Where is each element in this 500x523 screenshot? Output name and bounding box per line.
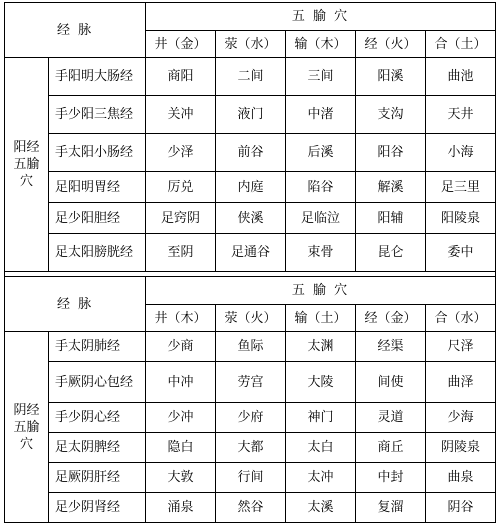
point-cell: 中冲 (146, 362, 216, 403)
yang-section (5, 3, 496, 272)
point-cell: 经渠 (356, 332, 426, 362)
point-cell: 关冲 (146, 96, 216, 134)
point-cell: 复溜 (356, 493, 426, 523)
yin-meridian-header: 经 脉 (5, 277, 146, 332)
yin-element-shu: 输（土） (286, 305, 356, 332)
point-cell: 足通谷 (216, 234, 286, 272)
point-cell: 大敦 (146, 463, 216, 493)
point-cell: 少府 (216, 403, 286, 433)
point-cell: 后溪 (286, 134, 356, 172)
point-cell: 然谷 (216, 493, 286, 523)
point-cell: 束骨 (286, 234, 356, 272)
point-cell: 前谷 (216, 134, 286, 172)
meridian-name: 手阳明大肠经 (49, 58, 146, 96)
point-cell: 液门 (216, 96, 286, 134)
five-shu-points-table (4, 2, 496, 523)
point-cell: 尺泽 (426, 332, 496, 362)
yang-element-shu: 输（木） (286, 31, 356, 58)
point-cell: 足三里 (426, 172, 496, 203)
point-cell: 阳溪 (356, 58, 426, 96)
point-cell: 天井 (426, 96, 496, 134)
yin-points-header: 五 腧 穴 (146, 277, 496, 305)
point-cell: 中封 (356, 463, 426, 493)
point-cell: 昆仑 (356, 234, 426, 272)
yin-element-he: 合（水） (426, 305, 496, 332)
yang-element-jing: 井（金） (146, 31, 216, 58)
meridian-name: 足太阳膀胱经 (49, 234, 146, 272)
point-cell: 劳宫 (216, 362, 286, 403)
point-cell: 二间 (216, 58, 286, 96)
point-cell: 阳谷 (356, 134, 426, 172)
meridian-name: 手少阳三焦经 (49, 96, 146, 134)
meridian-name: 手少阴心经 (49, 403, 146, 433)
point-cell: 鱼际 (216, 332, 286, 362)
yin-element-jing: 井（木） (146, 305, 216, 332)
point-cell: 灵道 (356, 403, 426, 433)
point-cell: 少海 (426, 403, 496, 433)
meridian-name: 手太阴肺经 (49, 332, 146, 362)
point-cell: 内庭 (216, 172, 286, 203)
point-cell: 足临泣 (286, 203, 356, 234)
point-cell: 三间 (286, 58, 356, 96)
point-cell: 太渊 (286, 332, 356, 362)
point-cell: 间使 (356, 362, 426, 403)
yang-element-jing2: 经（火） (356, 31, 426, 58)
point-cell: 少泽 (146, 134, 216, 172)
point-cell: 阳陵泉 (426, 203, 496, 234)
point-cell: 大都 (216, 433, 286, 463)
point-cell: 曲池 (426, 58, 496, 96)
point-cell: 委中 (426, 234, 496, 272)
point-cell: 少商 (146, 332, 216, 362)
meridian-name: 足厥阴肝经 (49, 463, 146, 493)
meridian-name: 足太阴脾经 (49, 433, 146, 463)
meridian-name: 足阳明胃经 (49, 172, 146, 203)
point-cell: 商丘 (356, 433, 426, 463)
yang-group-label: 阳经 五腧 穴 (5, 58, 49, 272)
point-cell: 太溪 (286, 493, 356, 523)
point-cell: 大陵 (286, 362, 356, 403)
point-cell: 少冲 (146, 403, 216, 433)
meridian-name: 足少阳胆经 (49, 203, 146, 234)
point-cell: 支沟 (356, 96, 426, 134)
point-cell: 神门 (286, 403, 356, 433)
yang-points-header: 五 腧 穴 (146, 3, 496, 31)
point-cell: 足窍阴 (146, 203, 216, 234)
point-cell: 曲泽 (426, 362, 496, 403)
yin-element-jing2: 经（金） (356, 305, 426, 332)
point-cell: 涌泉 (146, 493, 216, 523)
point-cell: 解溪 (356, 172, 426, 203)
point-cell: 太冲 (286, 463, 356, 493)
yin-group-label: 阴经 五腧 穴 (5, 332, 49, 523)
point-cell: 阴谷 (426, 493, 496, 523)
yin-element-ying: 荥（火） (216, 305, 286, 332)
point-cell: 侠溪 (216, 203, 286, 234)
yang-element-ying: 荥（水） (216, 31, 286, 58)
point-cell: 中渚 (286, 96, 356, 134)
yang-meridian-header: 经 脉 (5, 3, 146, 58)
point-cell: 隐白 (146, 433, 216, 463)
point-cell: 阳辅 (356, 203, 426, 234)
yin-section (5, 277, 496, 523)
meridian-name: 足少阴肾经 (49, 493, 146, 523)
meridian-name: 手太阳小肠经 (49, 134, 146, 172)
point-cell: 陷谷 (286, 172, 356, 203)
point-cell: 行间 (216, 463, 286, 493)
point-cell: 至阴 (146, 234, 216, 272)
point-cell: 商阳 (146, 58, 216, 96)
meridian-name: 手厥阴心包经 (49, 362, 146, 403)
point-cell: 厉兑 (146, 172, 216, 203)
yang-element-he: 合（土） (426, 31, 496, 58)
point-cell: 曲泉 (426, 463, 496, 493)
point-cell: 小海 (426, 134, 496, 172)
point-cell: 太白 (286, 433, 356, 463)
point-cell: 阴陵泉 (426, 433, 496, 463)
